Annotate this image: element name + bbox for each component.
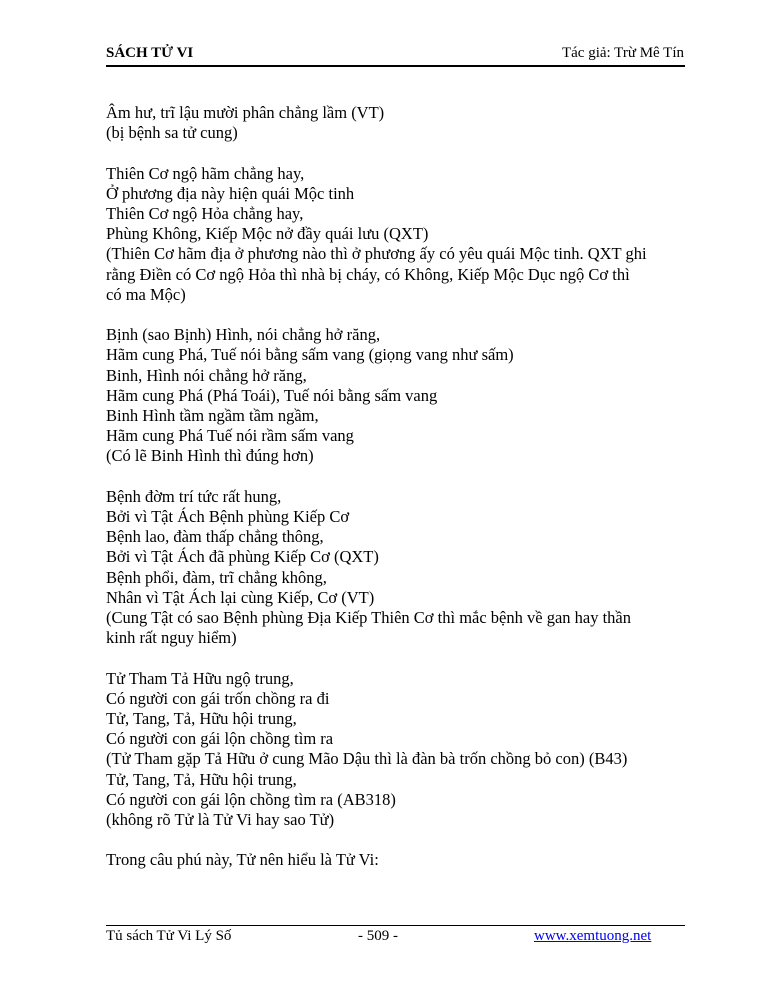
- text-line: Thiên Cơ ngộ Hỏa chẳng hay,: [106, 204, 304, 223]
- author-label: Tác giả: Trừ Mê Tín: [561, 45, 684, 61]
- paragraph: [106, 164, 691, 305]
- text-line: (không rõ Tử là Tử Vi hay sao Tử): [106, 810, 335, 830]
- text-line: Trong câu phú này, Tử nên hiểu là Tử Vi:: [106, 850, 379, 870]
- book-title: SÁCH TỬ VI: [106, 45, 194, 61]
- text-line: (Có lẽ Binh Hình thì đúng hơn): [106, 446, 314, 466]
- footer-series: Tủ sách Tử Vi Lý Số: [106, 928, 232, 944]
- header-rule: [106, 65, 685, 67]
- text-line: Bệnh lao, đàm thấp chẳng thông,: [106, 527, 324, 547]
- page-header: [106, 45, 684, 65]
- text-line: Bịnh (sao Bịnh) Hình, nói chẳng hở răng,: [106, 325, 381, 345]
- text-line: Nhân vì Tật Ách lại cùng Kiếp, Cơ (VT): [106, 587, 375, 607]
- text-line: Thiên Cơ ngộ hãm chẳng hay,: [106, 163, 305, 183]
- text-line: (Thiên Cơ hãm địa ở phương nào thì ở phương ấy có yêu quái Mộc tinh. QXT ghi: [106, 244, 647, 264]
- text-line: có ma Mộc): [106, 284, 186, 304]
- text-line: rằng Điền có Cơ ngộ Hỏa thì nhà bị cháy, có Không, Kiếp Mộc Dục ngộ Cơ thì: [106, 264, 630, 284]
- text-line: Có người con gái lộn chồng tìm ra (AB318): [106, 789, 396, 809]
- text-line: Hãm cung Phá (Phá Toái), Tuế nói bằng sấm vang: [106, 385, 438, 405]
- page-footer: [106, 928, 684, 948]
- website-link[interactable]: www.xemtuong.net: [534, 928, 652, 944]
- paragraph: [106, 487, 691, 649]
- paragraph: [106, 850, 691, 870]
- page-number: - 509 -: [358, 928, 398, 944]
- text-line: Bởi vì Tật Ách đã phùng Kiếp Cơ (QXT): [106, 547, 379, 567]
- text-line: Bệnh phổi, đàm, trĩ chẳng không,: [106, 567, 327, 587]
- text-line: Bệnh đờm trí tức rất hung,: [106, 486, 282, 506]
- text-line: (Tử Tham gặp Tả Hữu ở cung Mão Dậu thì là đàn bà trốn chồng bỏ con) (B43): [106, 749, 628, 769]
- text-line: Tử Tham Tả Hữu ngộ trung,: [106, 668, 294, 688]
- paragraph: [106, 669, 691, 831]
- text-line: Ở phương địa này hiện quái Mộc tinh: [106, 183, 355, 203]
- text-line: Có người con gái trốn chồng ra đi: [106, 688, 330, 708]
- text-line: Có người con gái lộn chồng tìm ra: [106, 729, 334, 749]
- text-line: Binh, Hình nói chẳng hở răng,: [106, 365, 307, 385]
- text-line: Hãm cung Phá Tuế nói rầm sấm vang: [106, 426, 354, 446]
- text-line: Hãm cung Phá, Tuế nói bằng sấm vang (giọng vang như sấm): [106, 345, 514, 365]
- document-body: [106, 103, 691, 891]
- text-line: kinh rất nguy hiểm): [106, 628, 237, 648]
- text-line: Tử, Tang, Tả, Hữu hội trung,: [106, 709, 297, 729]
- text-line: Phùng Không, Kiếp Mộc nở đầy quái lưu (QXT): [106, 224, 429, 244]
- text-line: Bởi vì Tật Ách Bệnh phùng Kiếp Cơ: [106, 507, 350, 527]
- text-line: Binh Hình tầm ngầm tầm ngầm,: [106, 406, 319, 426]
- text-line: (bị bệnh sa tử cung): [106, 123, 238, 143]
- text-line: Tử, Tang, Tả, Hữu hội trung,: [106, 769, 297, 789]
- footer-rule: [106, 925, 685, 926]
- paragraph: [106, 103, 691, 143]
- paragraph: [106, 325, 691, 466]
- text-line: (Cung Tật có sao Bệnh phùng Địa Kiếp Thiên Cơ thì mắc bệnh về gan hay thần: [106, 608, 632, 628]
- text-line: Âm hư, trĩ lậu mười phân chẳng lầm (VT): [106, 103, 385, 122]
